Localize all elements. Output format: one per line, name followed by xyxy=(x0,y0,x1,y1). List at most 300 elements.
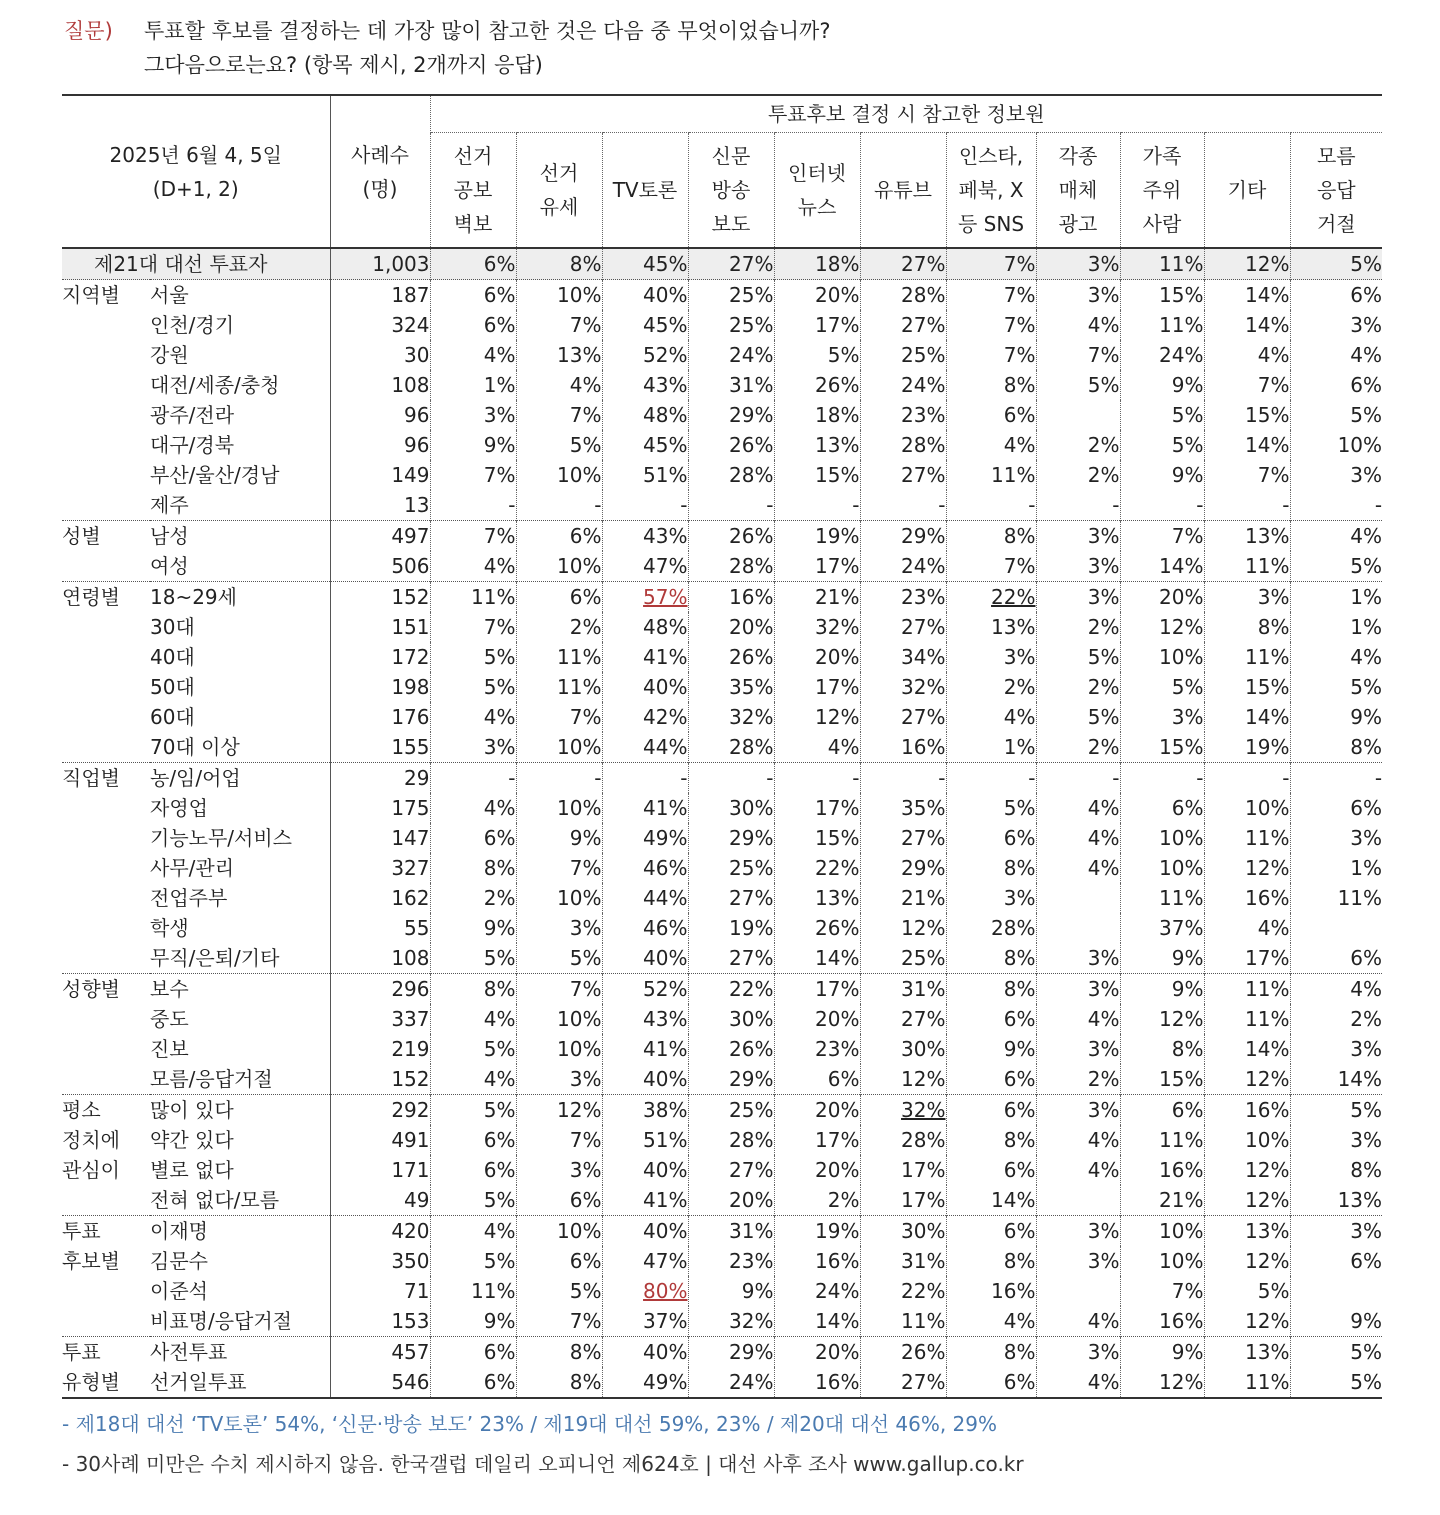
value-cell: 3% xyxy=(946,883,1036,913)
value-cell: 3% xyxy=(1290,1216,1382,1247)
value-cell: 14% xyxy=(1290,1064,1382,1095)
value-cell: 17% xyxy=(1204,943,1290,974)
value-cell: 15% xyxy=(1120,1064,1204,1095)
value-cell: 10% xyxy=(1120,1216,1204,1247)
value-cell: 10% xyxy=(516,732,602,763)
value-cell: 7% xyxy=(516,400,602,430)
value-cell: 9% xyxy=(688,1276,774,1306)
sample-size: 219 xyxy=(330,1034,430,1064)
row-category: 성향별 xyxy=(62,974,150,1005)
sample-size: 176 xyxy=(330,702,430,732)
value-cell: 3% xyxy=(1290,823,1382,853)
value-cell: 13% xyxy=(774,430,860,460)
footnote-history: - 제18대 대선 ‘TV토론’ 54%, ‘신문·방송 보도’ 23% / 제19대 대선 59%, 23% / 제20대 대선 46%, 29% xyxy=(62,1412,997,1436)
table-row xyxy=(62,1337,1382,1368)
value-cell: 7% xyxy=(516,702,602,732)
value-cell: 29% xyxy=(688,400,774,430)
value-cell: 27% xyxy=(688,248,774,280)
row-category: 정치에 xyxy=(62,1128,120,1152)
row-category xyxy=(62,853,150,883)
column-header: 유튜브 xyxy=(860,133,946,249)
value-cell: 5% xyxy=(1036,370,1120,400)
value-cell: 16% xyxy=(1204,883,1290,913)
value-cell: 29% xyxy=(688,1337,774,1368)
value-cell: 10% xyxy=(516,460,602,490)
value-cell: 3% xyxy=(1290,310,1382,340)
value-cell: 52% xyxy=(602,340,688,370)
value-cell: 12% xyxy=(860,913,946,943)
value-cell: 3% xyxy=(946,642,1036,672)
value-cell: 11% xyxy=(516,672,602,702)
value-cell: 5% xyxy=(1036,702,1120,732)
value-cell: 40% xyxy=(602,280,688,311)
value-cell: 21% xyxy=(1120,1185,1204,1216)
value-cell: 10% xyxy=(1120,853,1204,883)
sample-size: 96 xyxy=(330,430,430,460)
value-cell: 5% xyxy=(516,430,602,460)
row-label: 대전/세종/충청 xyxy=(150,373,280,397)
value-cell: 13% xyxy=(946,612,1036,642)
table-row xyxy=(62,853,1382,883)
value-cell: 7% xyxy=(430,460,516,490)
value-cell: 30% xyxy=(688,793,774,823)
value-cell: 7% xyxy=(946,551,1036,582)
value-cell: 15% xyxy=(1204,672,1290,702)
value-cell: 3% xyxy=(1036,248,1120,280)
value-cell: 11% xyxy=(1204,551,1290,582)
value-cell: 7% xyxy=(1120,521,1204,552)
value-cell: 45% xyxy=(602,248,688,280)
value-cell: 13% xyxy=(1204,1337,1290,1368)
value-cell: 40% xyxy=(602,1064,688,1095)
row-label: 대구/경북 xyxy=(150,433,235,457)
value-cell: 18% xyxy=(774,248,860,280)
value-cell: 10% xyxy=(516,280,602,311)
value-cell: - xyxy=(688,490,774,521)
value-cell: 19% xyxy=(774,521,860,552)
value-cell: 27% xyxy=(860,248,946,280)
value-cell: 6% xyxy=(1290,943,1382,974)
row-label: 남성 xyxy=(150,521,330,552)
value-cell: 23% xyxy=(688,1246,774,1276)
value-cell: 2% xyxy=(946,672,1036,702)
value-cell: 5% xyxy=(1290,672,1382,702)
row-category: 투표 xyxy=(62,1337,150,1368)
value-cell: 17% xyxy=(860,1185,946,1216)
value-cell: 17% xyxy=(774,551,860,582)
value-cell: 13% xyxy=(1204,1216,1290,1247)
value-cell: - xyxy=(1120,490,1204,521)
value-cell: 28% xyxy=(688,551,774,582)
value-cell: 4% xyxy=(1036,823,1120,853)
value-cell: 5% xyxy=(1120,400,1204,430)
value-cell: 4% xyxy=(1290,521,1382,552)
value-cell: 49% xyxy=(602,823,688,853)
value-cell: 22% xyxy=(688,974,774,1005)
value-cell: 25% xyxy=(688,280,774,311)
table-row xyxy=(62,460,1382,490)
value-cell: 4% xyxy=(1036,1155,1120,1185)
row-category xyxy=(62,1004,150,1034)
value-cell: 22% xyxy=(774,853,860,883)
value-cell: 11% xyxy=(1120,248,1204,280)
row-category xyxy=(62,430,150,460)
value-cell: 19% xyxy=(774,1216,860,1247)
value-cell: 4% xyxy=(1204,340,1290,370)
value-cell: 4% xyxy=(430,551,516,582)
value-cell: 29% xyxy=(860,853,946,883)
value-cell: 51% xyxy=(602,460,688,490)
row-label: 부산/울산/경남 xyxy=(150,463,280,487)
value-cell: 5% xyxy=(1290,248,1382,280)
value-cell: 8% xyxy=(946,974,1036,1005)
table-body xyxy=(62,248,1382,1398)
value-cell: 12% xyxy=(1204,1064,1290,1095)
table-row xyxy=(62,400,1382,430)
value-cell: 27% xyxy=(860,702,946,732)
value-cell: 9% xyxy=(1120,943,1204,974)
row-label: 18~29세 xyxy=(150,582,330,613)
value-cell: 3% xyxy=(1036,943,1120,974)
value-cell: 4% xyxy=(946,430,1036,460)
value-cell: 3% xyxy=(1036,582,1120,613)
header-row-top xyxy=(62,95,1382,133)
row-category xyxy=(62,551,150,582)
value-cell: 6% xyxy=(946,1155,1036,1185)
value-cell: 5% xyxy=(1036,642,1120,672)
value-cell: 41% xyxy=(602,1034,688,1064)
value-cell: 44% xyxy=(602,732,688,763)
row-category xyxy=(62,883,150,913)
row-category: 후보별 xyxy=(62,1249,120,1273)
value-cell: 15% xyxy=(1204,400,1290,430)
value-cell: 11% xyxy=(430,1276,516,1306)
value-cell: 8% xyxy=(946,943,1036,974)
row-category: 지역별 xyxy=(62,280,150,311)
value-cell: 12% xyxy=(1120,1004,1204,1034)
value-cell: 15% xyxy=(774,460,860,490)
table-row xyxy=(62,702,1382,732)
value-cell: 11% xyxy=(516,642,602,672)
value-cell: 1% xyxy=(1290,612,1382,642)
table-row xyxy=(62,1125,1382,1155)
value-cell: 5% xyxy=(430,943,516,974)
table-row xyxy=(62,974,1382,1005)
value-cell: - xyxy=(1036,490,1120,521)
value-cell: 4% xyxy=(430,1064,516,1095)
value-cell: 3% xyxy=(1036,551,1120,582)
value-cell: 24% xyxy=(860,551,946,582)
sample-size: 71 xyxy=(330,1276,430,1306)
value-cell: 10% xyxy=(516,883,602,913)
value-cell: 3% xyxy=(1290,1034,1382,1064)
value-cell: 6% xyxy=(946,823,1036,853)
question-line-2: 그다음으로는요? (항목 제시, 2개까지 응답) xyxy=(144,53,543,77)
value-cell: 7% xyxy=(430,612,516,642)
value-cell: 8% xyxy=(1120,1034,1204,1064)
value-cell: 10% xyxy=(1290,430,1382,460)
value-cell: 5% xyxy=(1204,1276,1290,1306)
table-row xyxy=(62,1216,1382,1247)
value-cell: 10% xyxy=(516,1034,602,1064)
value-cell: 26% xyxy=(688,521,774,552)
row-category xyxy=(62,1034,150,1064)
value-cell: 6% xyxy=(946,400,1036,430)
value-cell: 2% xyxy=(516,612,602,642)
value-cell: 40% xyxy=(602,1337,688,1368)
value-cell: 28% xyxy=(946,913,1036,943)
row-label: 전혀 없다/모름 xyxy=(150,1188,280,1212)
value-cell: 29% xyxy=(688,823,774,853)
value-cell: 31% xyxy=(860,1246,946,1276)
value-cell: 43% xyxy=(602,521,688,552)
value-cell: 6% xyxy=(946,1367,1036,1398)
value-cell: 9% xyxy=(430,913,516,943)
value-cell: 27% xyxy=(860,460,946,490)
value-cell: - xyxy=(860,490,946,521)
value-cell: 30% xyxy=(688,1004,774,1034)
value-cell: 17% xyxy=(774,793,860,823)
value-cell: 3% xyxy=(430,400,516,430)
value-cell: 5% xyxy=(516,943,602,974)
value-cell: 3% xyxy=(1290,460,1382,490)
value-cell: - xyxy=(688,763,774,794)
value-cell: 7% xyxy=(516,974,602,1005)
value-cell: 46% xyxy=(602,913,688,943)
value-cell: 4% xyxy=(430,1004,516,1034)
value-cell: 31% xyxy=(860,974,946,1005)
value-cell: 48% xyxy=(602,400,688,430)
value-cell: 4% xyxy=(1036,1125,1120,1155)
table-row xyxy=(62,612,1382,642)
value-cell: 5% xyxy=(1290,1367,1382,1398)
value-cell: 47% xyxy=(602,551,688,582)
value-cell: 13% xyxy=(774,883,860,913)
value-cell: 15% xyxy=(1120,280,1204,311)
row-label: 비표명/응답거절 xyxy=(150,1309,292,1333)
table-row xyxy=(62,370,1382,400)
sample-size: 49 xyxy=(330,1185,430,1216)
value-cell: 27% xyxy=(860,823,946,853)
value-cell: 8% xyxy=(430,853,516,883)
value-cell: 4% xyxy=(774,732,860,763)
value-cell: 3% xyxy=(516,913,602,943)
row-category xyxy=(62,913,150,943)
value-cell: 25% xyxy=(860,340,946,370)
value-cell: 5% xyxy=(430,642,516,672)
value-cell: 12% xyxy=(1204,1155,1290,1185)
value-cell: 16% xyxy=(1120,1306,1204,1337)
table-row xyxy=(62,1246,1382,1276)
value-cell: 4% xyxy=(430,1216,516,1247)
value-cell: 12% xyxy=(1204,1185,1290,1216)
row-label: 보수 xyxy=(150,974,330,1005)
total-row xyxy=(62,248,1382,280)
value-cell: - xyxy=(774,763,860,794)
value-cell: 37% xyxy=(1120,913,1204,943)
row-label: 자영업 xyxy=(150,796,208,820)
row-category: 직업별 xyxy=(62,763,150,794)
column-header: 신문 방송 보도 xyxy=(688,133,774,249)
value-cell: 21% xyxy=(860,883,946,913)
value-cell: 25% xyxy=(860,943,946,974)
value-cell: 7% xyxy=(1204,460,1290,490)
table-row xyxy=(62,430,1382,460)
value-cell: 23% xyxy=(860,400,946,430)
question-label: 질문) xyxy=(64,19,113,43)
sample-size: 30 xyxy=(330,340,430,370)
value-cell: 41% xyxy=(602,793,688,823)
value-cell: 4% xyxy=(430,793,516,823)
value-cell: 6% xyxy=(430,280,516,311)
value-cell: 29% xyxy=(860,521,946,552)
value-cell: 20% xyxy=(774,642,860,672)
row-category xyxy=(62,642,150,672)
row-label: 농/임/어업 xyxy=(150,763,330,794)
value-cell: 10% xyxy=(1204,1125,1290,1155)
value-cell: 5% xyxy=(430,672,516,702)
value-cell: 5% xyxy=(1290,1095,1382,1126)
value-cell: 16% xyxy=(774,1246,860,1276)
table-row xyxy=(62,1064,1382,1095)
value-cell: 8% xyxy=(946,521,1036,552)
value-cell: 6% xyxy=(430,248,516,280)
value-cell: 18% xyxy=(774,400,860,430)
value-cell: 35% xyxy=(860,793,946,823)
value-cell: 8% xyxy=(516,1337,602,1368)
value-cell: 9% xyxy=(1120,460,1204,490)
sample-size: 13 xyxy=(330,490,430,521)
sample-size: 497 xyxy=(330,521,430,552)
row-category xyxy=(62,370,150,400)
row-category xyxy=(62,340,150,370)
value-cell: 4% xyxy=(1036,853,1120,883)
sample-size: 350 xyxy=(330,1246,430,1276)
row-label: 60대 xyxy=(150,705,195,729)
sample-size: 108 xyxy=(330,943,430,974)
value-cell: 7% xyxy=(1036,340,1120,370)
value-cell: 6% xyxy=(430,1155,516,1185)
value-cell: 7% xyxy=(946,310,1036,340)
value-cell: 3% xyxy=(1036,1216,1120,1247)
table-row xyxy=(62,642,1382,672)
value-cell: 3% xyxy=(1120,702,1204,732)
value-cell: 6% xyxy=(430,1337,516,1368)
value-cell: 10% xyxy=(1204,793,1290,823)
row-category: 유형별 xyxy=(62,1367,150,1398)
value-cell: 4% xyxy=(1036,310,1120,340)
value-cell: 10% xyxy=(516,1216,602,1247)
value-cell: 8% xyxy=(946,1337,1036,1368)
value-cell: 14% xyxy=(1204,280,1290,311)
value-cell: 17% xyxy=(774,974,860,1005)
value-cell: - xyxy=(1120,763,1204,794)
value-cell: 17% xyxy=(774,310,860,340)
sample-size: 108 xyxy=(330,370,430,400)
value-cell: 5% xyxy=(430,1095,516,1126)
value-cell: 12% xyxy=(774,702,860,732)
value-cell: 11% xyxy=(1204,823,1290,853)
value-cell: 8% xyxy=(516,248,602,280)
row-label: 이준석 xyxy=(150,1279,208,1303)
row-label: 별로 없다 xyxy=(150,1158,234,1182)
value-cell: 5% xyxy=(430,1246,516,1276)
row-category: 관심이 xyxy=(62,1158,120,1182)
question xyxy=(64,14,830,82)
value-cell: 9% xyxy=(1120,1337,1204,1368)
value-cell xyxy=(1036,400,1120,430)
value-cell: 10% xyxy=(1120,1246,1204,1276)
value-cell: 27% xyxy=(688,883,774,913)
value-cell: 6% xyxy=(516,1185,602,1216)
table-row xyxy=(62,551,1382,582)
value-cell: 11% xyxy=(1204,974,1290,1005)
value-cell: 30% xyxy=(860,1034,946,1064)
table-row xyxy=(62,1004,1382,1034)
row-label: 서울 xyxy=(150,280,330,311)
row-label: 강원 xyxy=(150,343,189,367)
value-cell: 11% xyxy=(1120,883,1204,913)
value-cell: 40% xyxy=(602,672,688,702)
value-cell: 5% xyxy=(1120,430,1204,460)
value-cell: 8% xyxy=(946,853,1036,883)
value-cell: 6% xyxy=(1120,1095,1204,1126)
value-cell: 1% xyxy=(1290,582,1382,613)
sample-size: 29 xyxy=(330,763,430,794)
value-cell: 16% xyxy=(946,1276,1036,1306)
column-header: 기타 xyxy=(1204,133,1290,249)
column-header: 모름 응답 거절 xyxy=(1290,133,1382,249)
row-category xyxy=(62,1185,150,1216)
value-cell: 27% xyxy=(860,1367,946,1398)
value-cell: 25% xyxy=(688,1095,774,1126)
row-category xyxy=(62,612,150,642)
value-cell: 11% xyxy=(1120,1125,1204,1155)
table-row xyxy=(62,943,1382,974)
n-header: 사례수 (명) xyxy=(330,95,430,248)
value-cell: 2% xyxy=(1036,732,1120,763)
value-cell: 8% xyxy=(516,1367,602,1398)
value-cell: 1% xyxy=(430,370,516,400)
sample-size: 491 xyxy=(330,1125,430,1155)
value-cell: 5% xyxy=(516,1276,602,1306)
value-cell: 52% xyxy=(602,974,688,1005)
row-category xyxy=(62,1276,150,1306)
value-cell: 42% xyxy=(602,702,688,732)
value-cell: 47% xyxy=(602,1246,688,1276)
value-cell: 1% xyxy=(946,732,1036,763)
value-cell: 20% xyxy=(774,1095,860,1126)
value-cell: 7% xyxy=(516,310,602,340)
value-cell: 57% xyxy=(602,582,688,613)
value-cell: 13% xyxy=(1204,521,1290,552)
value-cell: 11% xyxy=(1204,642,1290,672)
value-cell: 11% xyxy=(1204,1367,1290,1398)
value-cell: 32% xyxy=(688,702,774,732)
column-header: 인터넷 뉴스 xyxy=(774,133,860,249)
value-cell: 3% xyxy=(1036,1095,1120,1126)
value-cell: 3% xyxy=(1036,280,1120,311)
table-row xyxy=(62,310,1382,340)
value-cell: 5% xyxy=(1120,672,1204,702)
value-cell: 8% xyxy=(946,1246,1036,1276)
sample-size: 147 xyxy=(330,823,430,853)
value-cell: - xyxy=(774,490,860,521)
value-cell: 40% xyxy=(602,1155,688,1185)
value-cell: 24% xyxy=(688,1367,774,1398)
value-cell: 26% xyxy=(688,642,774,672)
table-row xyxy=(62,1276,1382,1306)
